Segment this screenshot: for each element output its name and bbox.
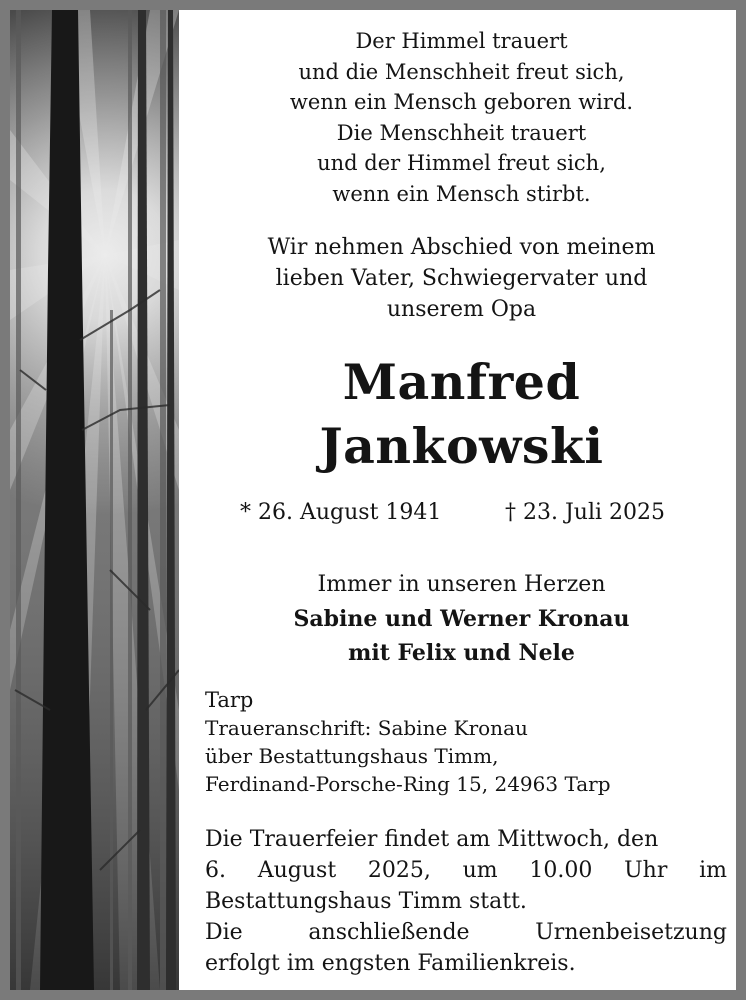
address-line: Ferdinand-Porsche-Ring 15, 24963 Tarp [205, 772, 611, 796]
service-word: im [699, 858, 727, 883]
address-line: über Bestattungshaus Timm, [205, 744, 499, 768]
service-word: Die [205, 920, 243, 945]
birth-date: * 26. August 1941 [240, 500, 442, 525]
mourning-address [205, 686, 725, 798]
obituary-notice [10, 10, 736, 990]
notice-text-column [195, 10, 728, 990]
poem-line: und der Himmel freut sich, [317, 151, 606, 175]
deceased-name [195, 350, 728, 478]
poem-line: wenn ein Mensch stirbt. [332, 181, 591, 206]
intro-line: lieben Vater, Schwiegervater und [275, 266, 648, 291]
service-line: erfolgt im engsten Familienkreis. [205, 951, 576, 976]
service-date-line [205, 855, 727, 886]
address-line: Traueranschrift: Sabine Kronau [205, 716, 528, 740]
mourners [195, 568, 728, 670]
deceased-first-name: Manfred [342, 353, 581, 411]
poem [195, 26, 728, 209]
deceased-last-name: Jankowski [319, 417, 604, 475]
poem-line: Der Himmel trauert [355, 29, 568, 53]
service-word: um [462, 858, 498, 883]
place-name: Tarp [205, 688, 254, 712]
service-word: Uhr [624, 858, 668, 883]
burial-line [205, 917, 727, 948]
service-word: August [257, 858, 337, 883]
intro-line: Wir nehmen Abschied von meinem [267, 235, 656, 260]
service-word: 2025, [367, 858, 431, 883]
mourners-names-continued: mit Felix und Nele [348, 640, 575, 666]
service-word: anschließende [308, 920, 470, 945]
service-word: 6. [205, 858, 226, 883]
intro-line: unserem Opa [386, 297, 537, 322]
service-word: Urnenbeisetzung [535, 920, 727, 945]
mourners-names: Sabine und Werner Kronau [293, 606, 630, 632]
service-line: Die Trauerfeier findet am Mittwoch, den [205, 827, 659, 852]
poem-line: Die Menschheit trauert [336, 120, 587, 145]
poem-line: und die Menschheit freut sich, [298, 59, 625, 84]
service-line: Bestattungshaus Timm statt. [205, 889, 527, 914]
funeral-service-info [205, 824, 727, 979]
poem-line: wenn ein Mensch geboren wird. [289, 90, 634, 114]
forest-sunbeams-image [10, 10, 179, 990]
death-date: † 23. Juli 2025 [505, 500, 666, 525]
farewell-intro [195, 232, 728, 325]
mourners-tagline: Immer in unseren Herzen [317, 572, 606, 597]
service-word: 10.00 [529, 858, 593, 883]
